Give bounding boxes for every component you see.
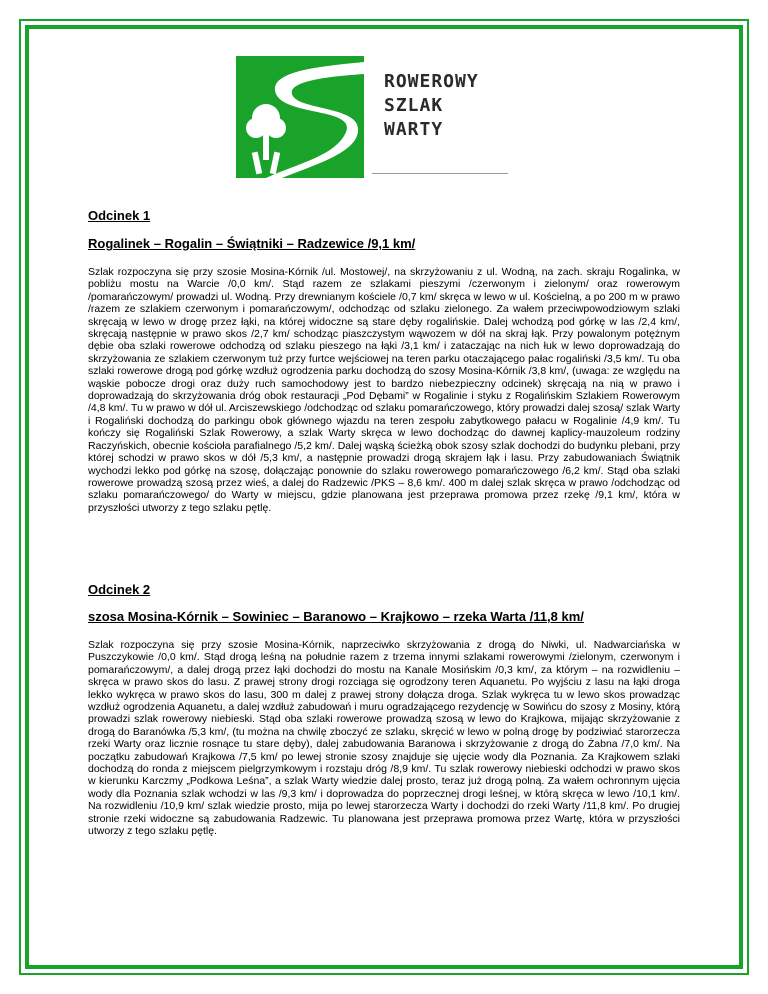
logo-line-3: WARTY: [384, 119, 444, 140]
logo-wordmark: [384, 70, 479, 142]
logo-underline: [372, 173, 508, 174]
section-1-text: Szlak rozpoczyna się przy szosie Mosina-Kórnik /ul. Mostowej/, na skrzyżowaniu z ul. Wodną, na zach. skraju Rogalinka, w pobliżu mostu na Warcie /0,0 km/. Stąd razem ze szlakami pieszymi /czerwonym i zielonym/ oraz rowerowym /pomarańczowym/ prowadzi ul. Wodną. Przy drewnianym kościele /0,7 km/ skręca w lewo w ul. Kościelną, a po 200 m w prawo /razem ze szlakiem czerwonym i pomarańczowym/, odchodząc od szlaku zielonego. Za wałem przeciwpowodziowym szlaki skręcają w lewo w drogę przez łąki, na której widoczne są stare dęby rogalińskie. Dalej wchodzą pod górkę w las /2,4 km/, skręcają następnie w prawo skos /2,7 km/ schodząc piaszczystym wąwozem w dół na skraj łąk. Przy powalonym potężnym dębie oba szlaki rowerowe odchodzą od szlaku pieszego na łąki /3,1 km/ i zataczając na nich łuk w lewo doprowadzają do skrzyżowania ze szlakiem czerwonym tuż przy furtce wejściowej na teren parku otaczającego pałac rogaliński /3,5 km/. Tu oba szlaki rowerowe drogą pod górkę wzdłuż ogrodzenia parku dochodzą do szosy Mosina-Kórnik /3,8 km/, (uwaga: ze względu na wąskie pobocze drogi oraz duży ruch samochodowy jest to bardzo niebezpieczny odcinek) skręcają na nią w prawo i doprowadzają do skrzyżowania dróg obok restauracji „Pod Dębami” w Rogalinie i styku z Rogalińskim Szlakiem Rowerowym /4,8 km/. Tu w prawo w dół ul. Arciszewskiego /odchodząc od szlaku pomarańczowego, który prowadzi dalej szosą/ szlak Warty i Rogaliński dochodzą do parkingu obok głównego wjazdu na teren zespołu zabytkowego pałacu w Rogalinie /4,9 km/. Tu kończy się Rogaliński Szlak Rowerowy, a szlak Warty skręca w lewo dochodząc do dawnej kaplicy-mauzoleum rodziny Raczyńskich, obecnie kościoła parafialnego /5,2 km/. Dalej wąską ścieżką obok szosy szlak dochodzi do budynku plebani, przy której schodzi w prawo skos w dół /5,3 km/, a następnie prowadzi drogą skrajem łąk i lasu. Przy zabudowaniach Świątnik wychodzi lekko pod górkę na szosę, dołączając ponownie do szlaku rowerowego pomarańczowego /6,2 km/. Stąd oba szlaki rowerowe prowadzą szosą przez wieś, a dalej do Radzewic /PKS – 8,6 km/. 400 m dalej szlak skręca w prawo /odchodząc od szlaku pomarańczowego/ do Warty w miejscu, gdzie planowana jest przeprawa promowa przez rzekę /9,1 km/, która w przyszłości utworzy z tego szlaku pętlę.: [88, 266, 680, 514]
logo-line-2: SZLAK: [384, 95, 444, 116]
section-2-title: szosa Mosina-Kórnik – Sowiniec – Baranowo – Krajkowo – rzeka Warta /11,8 km/: [88, 609, 584, 624]
logo-line-1: ROWEROWY: [384, 71, 479, 92]
section-1-title: Rogalinek – Rogalin – Świątniki – Radzewice /9,1 km/: [88, 236, 416, 251]
section-1-label: Odcinek 1: [88, 208, 151, 223]
section-2-label: Odcinek 2: [88, 582, 151, 597]
section-2-text: Szlak rozpoczyna się przy szosie Mosina-Kórnik, naprzeciwko skrzyżowania z drogą do Niwki, ul. Nadwarciańska w Puszczykowie /0,0 km/. Stąd drogą leśną na południe razem z trzema innymi szlakami rowerowymi /zielonym, czerwonym i pomarańczowym/, a dalej drogą przez łąki dochodzi do mostu na Kanale Mosińskim /0,3 km/, za którym – na rozwidleniu – skręca w prawo skos do lasu. Z prawej strony drogi rozciąga się ogrodzony teren Aquanetu. Po wyjściu z lasu na łąki droga lekko wykręca w prawo skos do lasu, 300 m dalej z prawej strony dołącza droga. Szlak wykręca tu w lewo skos prowadząc wzdłuż ogrodzenia Aquanetu, a dalej wzdłuż zabudowań i muru ogradzającego rezydencję w Sowińcu do szosy z Mosiny, którą prowadzi szlak rowerowy niebieski. Stąd oba szlaki rowerowe prowadzą szosą w lewo do Krajkowa, mijając skrzyżowanie z drogą do Baranówka /5,3 km/, (tu można na chwilę zboczyć ze szlaku, skręcić w lewo w polną drogę by podziwiać starorzecza rzeki Warty oraz licznie rosnące tu stare dęby), dalej zabudowania Baranowa i skrzyżowanie z drogą do Żabna /7,0 km/. Na początku zabudowań Krajkowa /7,5 km/ po lewej stronie szosy znajduje się ujęcie wody dla Poznania. Za Krajkowem szlaki dochodzą do ronda z miejscem pielgrzymkowym i rozstaju dróg /8,9 km/. Tu szlak rowerowy niebieski odchodzi w prawo skos w kierunku Karczmy „Podkowa Leśna”, a szlak Warty wiedzie dalej prosto, teraz już drogą polną. Za wałem ochronnym ujęcia wody dla Poznania szlak wchodzi w las /9,3 km/ i doprowadza do poprzecznej drogi leśnej, w którą skręca w lewo /10,1 km/. Na rozwidleniu /10,9 km/ szlak wiedzie prosto, mija po lewej starorzecza Warty i dochodzi do rzeki Warty /11,8 km/. Po drugiej stronie rzeki widoczne są zabudowania Radzewic. Tu planowana jest przeprawa promowa przez Wartę, która w przyszłości utworzy z tego szlaku pętlę.: [88, 639, 680, 838]
